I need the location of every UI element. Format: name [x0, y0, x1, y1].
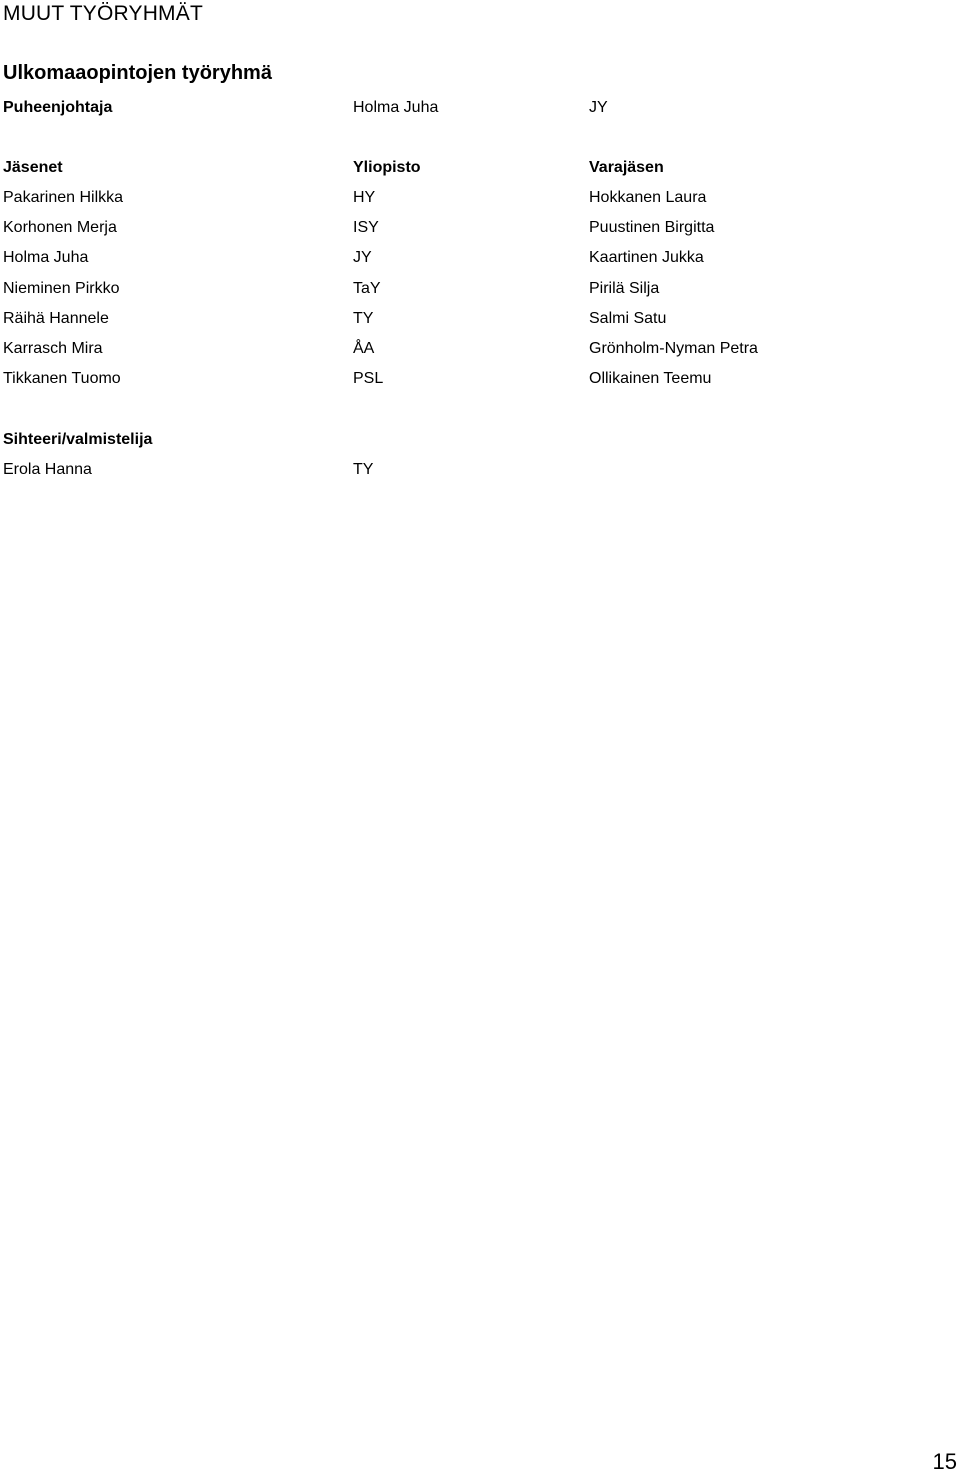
member-deputy: Salmi Satu: [589, 310, 667, 327]
member-deputy: Hokkanen Laura: [589, 189, 707, 206]
member-name: Tikkanen Tuomo: [3, 370, 121, 387]
member-row: [0, 247, 960, 269]
member-row: [0, 308, 960, 330]
member-row: [0, 217, 960, 239]
member-name: Pakarinen Hilkka: [3, 189, 124, 206]
secretary-row: [0, 459, 960, 481]
member-deputy: Kaartinen Jukka: [589, 249, 704, 266]
deputy-column-header: Varajäsen: [589, 159, 664, 176]
member-university: PSL: [353, 370, 384, 387]
group-title: Ulkomaaopintojen työryhmä: [3, 62, 272, 84]
member-row: [0, 278, 960, 300]
university-column-header: Yliopisto: [353, 159, 421, 176]
member-name: Räihä Hannele: [3, 310, 109, 327]
member-name: Karrasch Mira: [3, 340, 103, 357]
chair-university: JY: [589, 99, 608, 116]
page-heading: MUUT TYÖRYHMÄT: [3, 2, 203, 25]
member-university: ISY: [353, 219, 379, 236]
chair-name: Holma Juha: [353, 99, 439, 116]
member-deputy: Ollikainen Teemu: [589, 370, 712, 387]
member-university: JY: [353, 249, 372, 266]
page-number: 15: [932, 1449, 957, 1474]
member-row: [0, 368, 960, 390]
members-column-header: Jäsenet: [3, 159, 63, 176]
chair-label: Puheenjohtaja: [3, 99, 113, 116]
member-row: [0, 187, 960, 209]
member-university: ÅA: [353, 340, 375, 357]
secretary-university: TY: [353, 461, 374, 478]
secretary-name: Erola Hanna: [3, 461, 92, 478]
members-header-row: [0, 157, 960, 179]
member-deputy: Puustinen Birgitta: [589, 219, 715, 236]
member-row: [0, 338, 960, 360]
member-university: TY: [353, 310, 374, 327]
member-deputy: Grönholm-Nyman Petra: [589, 340, 758, 357]
member-university: HY: [353, 189, 376, 206]
chair-row: [0, 97, 960, 119]
secretary-label: Sihteeri/valmistelija: [3, 431, 153, 448]
member-name: Nieminen Pirkko: [3, 280, 120, 297]
member-university: TaY: [353, 280, 381, 297]
secretary-label-row: [0, 429, 960, 451]
member-name: Holma Juha: [3, 249, 89, 266]
member-deputy: Pirilä Silja: [589, 280, 660, 297]
member-name: Korhonen Merja: [3, 219, 117, 236]
